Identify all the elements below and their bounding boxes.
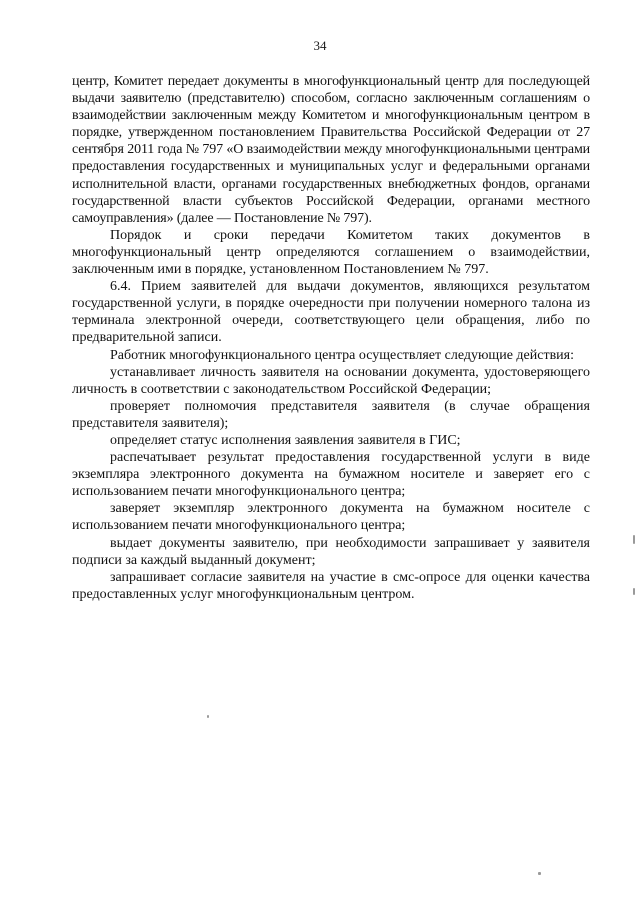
scan-mark [538,872,541,875]
list-item-certify-copy: заверяет экземпляр электронного документа на бумажном носителе с использованием печати многофункционального центра; [72,501,590,534]
page-number: 34 [313,38,327,53]
list-item-issue-documents: выдает документы заявителю, при необходимости запрашивает у заявителя подписи за каждый выданный документ; [72,535,590,568]
paragraph-continuation: центр, Комитет передает документы в многофункциональный центр для последующей выдачи заявителю (представителю) способом, согласно заключенным соглашениям о взаимодействии заключенным между Комитетом и многофункциональным центром в порядке, утвержденном постановлением Правительства Российской Федерации от 27 сентября 2011 года № 797 «О взаимодействии между многофункциональными центрами предоставления государственных и муниципальных услуг и федеральными органами исполнительной власти, органами государственных внебюджетных фондов, органами государственной власти субъектов Российской Федерации, органами местного самоуправления» (далее — Постановление № 797). [72,74,590,226]
paragraph-employee-actions: Работник многофункционального центра осуществляет следующие действия: [110,347,575,363]
paragraph-transfer-order: Порядок и сроки передачи Комитетом таких документов в многофункциональный центр определяются соглашением о взаимодействии, заключенным ими в порядке, установленном Постановлением № 797. [72,227,590,278]
scan-mark [633,535,635,544]
list-item-sms-survey: запрашивает согласие заявителя на участие в смс-опросе для оценки качества предоставленных услуг многофункциональным центром. [72,569,590,602]
list-item-check-authority: проверяет полномочия представителя заявителя (в случае обращения представителя заявителя); [72,398,590,431]
list-item-print-result: распечатывает результат предоставления государственной услуги в виде экземпляра электронного документа на бумажном носителе и заверяет его с использованием печати многофункционального центра; [72,450,590,500]
list-item-identify: устанавливает личность заявителя на основании документа, удостоверяющего личность в соответствии с законодательством Российской Федерации; [72,364,590,397]
list-item-status: определяет статус исполнения заявления заявителя в ГИС; [110,432,461,448]
document-body [72,73,590,603]
scan-mark [207,715,209,718]
paragraph-6-4: 6.4. Прием заявителей для выдачи документов, являющихся результатом государственной услуги, в порядке очередности при получении номерного талона из терминала электронной очереди, соответствующего цели обращения, либо по предварительной записи. [72,279,590,346]
scan-mark [633,588,635,595]
